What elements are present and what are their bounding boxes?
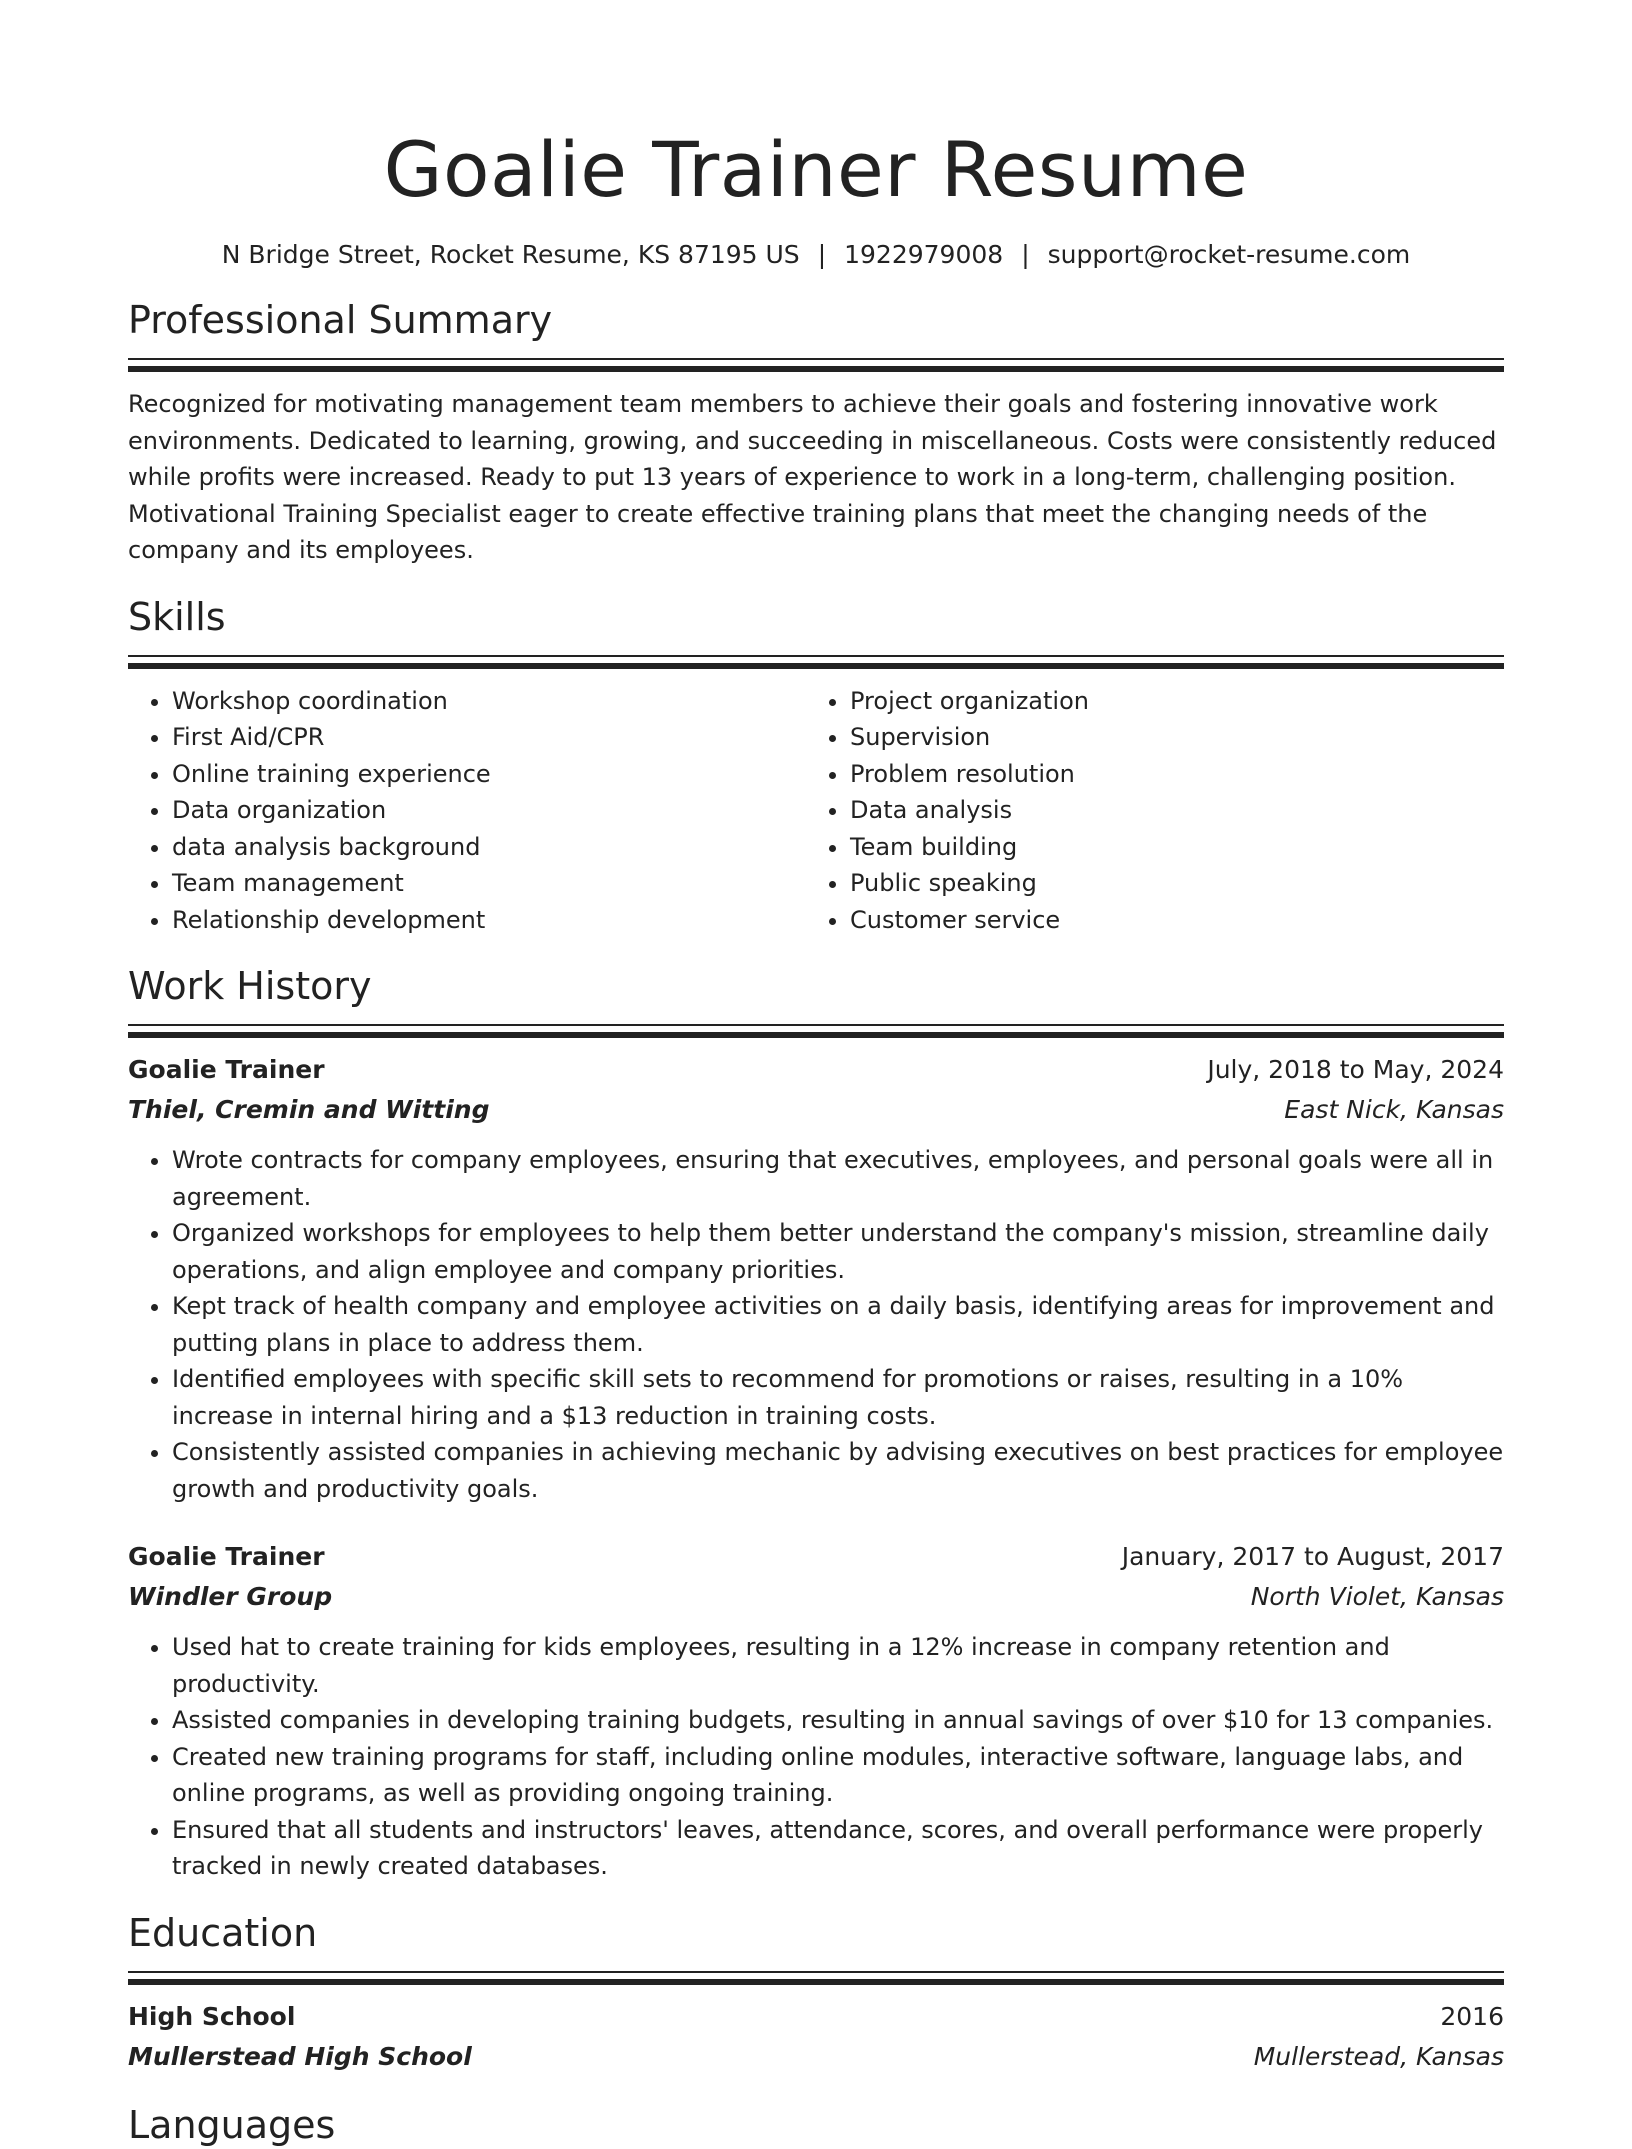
job-header [128, 1537, 1504, 1577]
section-divider [128, 358, 1504, 360]
job-company: Windler Group [128, 1582, 333, 1611]
education-degree: High School [128, 2001, 296, 2031]
job-dates: July, 2018 to May, 2024 [1207, 1055, 1504, 1084]
resume-title: Goalie Trainer Resume [383, 125, 1249, 214]
skill-item: • Project organization [850, 683, 1484, 720]
job-bullet: • Ensured that all students and instructors' leaves, attendance, scores, and overall performance were properly tracked in newly created databases. [172, 1812, 1504, 1885]
section-heading-summary: Professional Summary [128, 298, 553, 342]
skills-column-right [806, 683, 1484, 939]
skills-column-left [128, 683, 806, 939]
job-bullets [128, 1629, 1504, 1885]
summary-text: Recognized for motivating management team members to achieve their goals and fostering innovative work environments. Dedicated to learning, growing, and succeeding in miscellaneous. Costs were consistently reduced while profits were increased. Ready to put 13 years of experience to work in a long-term, challenging position. Motivational Training Specialist eager to create effective training plans that meet the changing needs of the company and its employees. [128, 390, 1497, 564]
section-heading-skills: Skills [128, 594, 226, 639]
skill-item: • Public speaking [850, 865, 1484, 902]
education-year: 2016 [1440, 2001, 1504, 2031]
skill-item: • Online training experience [172, 756, 806, 793]
section-divider [128, 655, 1504, 657]
education-subheader [128, 2037, 1504, 2077]
skill-item: • Problem resolution [850, 756, 1484, 793]
education-location: Mullerstead, Kansas [1253, 2041, 1504, 2071]
summary-section [128, 296, 1504, 569]
job-title: Goalie Trainer [128, 1055, 325, 1084]
job-bullet: • Consistently assisted companies in achieving mechanic by advising executives on best practices for employee growth and productivity goals. [172, 1434, 1504, 1507]
skill-item: • Workshop coordination [172, 683, 806, 720]
education-school: Mullerstead High School [128, 2041, 472, 2071]
job-bullet: • Assisted companies in developing training budgets, resulting in annual savings of over $10 for 13 companies. [172, 1702, 1504, 1739]
skill-item: • data analysis background [172, 829, 806, 866]
job-title: Goalie Trainer [128, 1542, 325, 1571]
skills-grid [128, 683, 1504, 939]
contact-email: support@rocket-resume.com [1047, 240, 1411, 269]
job-bullet: • Identified employees with specific skill sets to recommend for promotions or raises, resulting in a 10% increase in internal hiring and a $13 reduction in training costs. [172, 1361, 1504, 1434]
languages-section [128, 2101, 1504, 2149]
job-entry [128, 1537, 1504, 1885]
skill-item: • Team building [850, 829, 1484, 866]
section-divider [128, 1024, 1504, 1026]
contact-address: N Bridge Street, Rocket Resume, KS 87195 US [221, 240, 800, 269]
contact-separator: | [1021, 240, 1030, 269]
skill-item: • First Aid/CPR [172, 719, 806, 756]
job-bullet: • Kept track of health company and employee activities on a daily basis, identifying areas for improvement and putting plans in place to address them. [172, 1288, 1504, 1361]
contact-separator: | [817, 240, 827, 269]
job-bullet: • Used hat to create training for kids employees, resulting in a 12% increase in company retention and productivity. [172, 1629, 1504, 1702]
resume-page [128, 0, 1504, 2149]
skill-item: • Relationship development [172, 902, 806, 939]
job-bullets [128, 1142, 1504, 1507]
skill-item: • Supervision [850, 719, 1484, 756]
section-heading-languages: Languages [128, 2102, 336, 2147]
contact-phone: 1922979008 [844, 240, 1004, 269]
section-heading-work: Work History [128, 964, 372, 1008]
job-bullet: • Wrote contracts for company employees, ensuring that executives, employees, and personal goals were all in agreement. [172, 1142, 1504, 1215]
work-history-section [128, 962, 1504, 1885]
job-bullet: • Organized workshops for employees to help them better understand the company's mission, streamline daily operations, and align employee and company priorities. [172, 1215, 1504, 1288]
job-header [128, 1050, 1504, 1090]
job-entry [128, 1050, 1504, 1507]
job-dates: January, 2017 to August, 2017 [1121, 1542, 1504, 1571]
skill-item: • Customer service [850, 902, 1484, 939]
education-header [128, 1997, 1504, 2037]
job-subheader [128, 1090, 1504, 1130]
job-location: North Violet, Kansas [1250, 1582, 1504, 1611]
job-subheader [128, 1577, 1504, 1617]
job-bullet: • Created new training programs for staff, including online modules, interactive software, language labs, and online programs, as well as providing ongoing training. [172, 1739, 1504, 1812]
education-entry [128, 1997, 1504, 2077]
skill-item: • Data organization [172, 792, 806, 829]
education-section [128, 1909, 1504, 2077]
skill-item: • Team management [172, 865, 806, 902]
section-divider [128, 1971, 1504, 1973]
skills-section [128, 593, 1504, 939]
job-company: Thiel, Cremin and Witting [128, 1095, 490, 1124]
job-location: East Nick, Kansas [1284, 1095, 1504, 1124]
section-heading-education: Education [128, 1910, 318, 1955]
skill-item: • Data analysis [850, 792, 1484, 829]
contact-line [128, 238, 1504, 272]
